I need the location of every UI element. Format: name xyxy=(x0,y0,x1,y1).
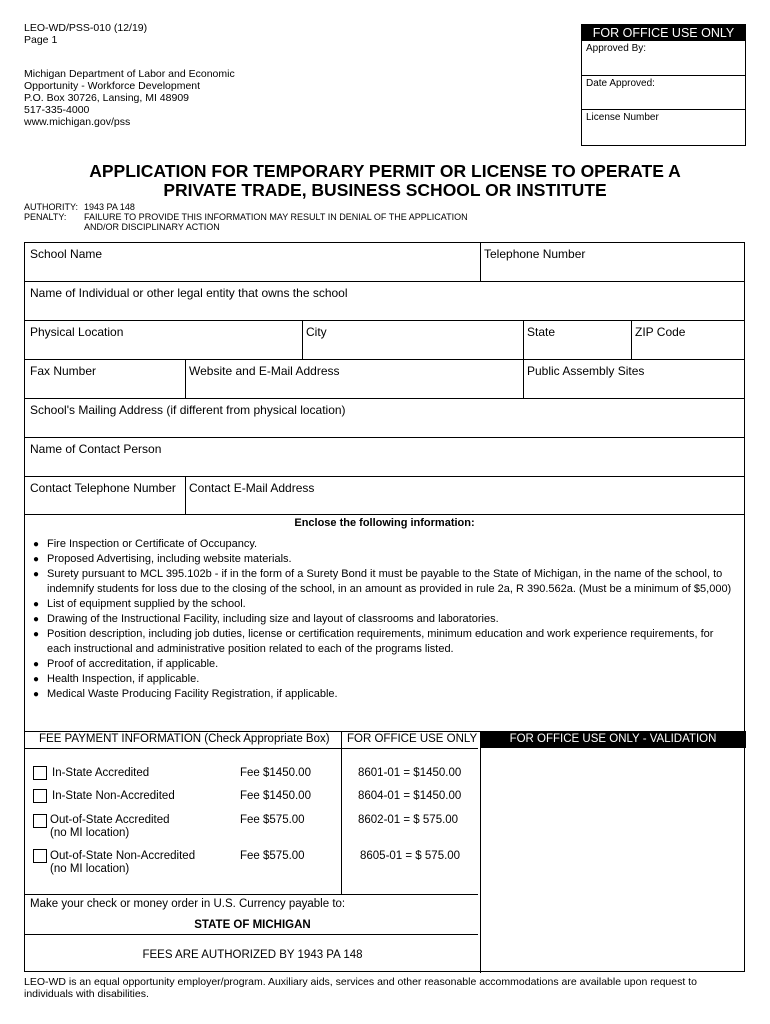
agency-address xyxy=(24,68,235,128)
office-use-title: FOR OFFICE USE ONLY xyxy=(582,25,745,41)
office-use-box xyxy=(581,24,746,146)
list-item: ● Position description, including job duties, license or certification requirements, minimum education and work experience requirements, for each instructional and administrative position related to each of the programs listed. xyxy=(33,627,733,657)
in-state-non-accredited-checkbox[interactable] xyxy=(33,789,47,803)
application-form xyxy=(24,242,745,972)
payee-name: STATE OF MICHIGAN xyxy=(194,919,311,931)
page-title xyxy=(24,162,746,200)
out-of-state-accredited-checkbox[interactable] xyxy=(33,814,47,828)
fee-code: 8605-01 = $ 575.00 xyxy=(360,850,461,862)
fee-option-sub: (no MI location) xyxy=(50,863,130,875)
agency-line: P.O. Box 30726, Lansing, MI 48909 xyxy=(24,92,190,104)
fees-authorized-text: FEES ARE AUTHORIZED BY 1943 PA 148 xyxy=(142,949,363,961)
zip-field[interactable]: ZIP Code xyxy=(635,325,686,339)
fee-code: 8601-01 = $1450.00 xyxy=(358,767,462,779)
approved-by-label: Approved By: xyxy=(586,43,647,54)
penalty-text: FAILURE TO PROVIDE THIS INFORMATION MAY RESULT IN DENIAL OF THE APPLICATION xyxy=(84,212,468,222)
fax-field[interactable]: Fax Number xyxy=(30,364,97,378)
authority-label: AUTHORITY: xyxy=(24,202,79,212)
out-of-state-non-accredited-checkbox[interactable] xyxy=(33,849,47,863)
approved-by-field[interactable] xyxy=(582,41,745,75)
in-state-accredited-checkbox[interactable] xyxy=(33,766,47,780)
fee-option-sub: (no MI location) xyxy=(50,827,130,839)
fee-amount: Fee $1450.00 xyxy=(240,767,311,779)
list-item: ● Surety pursuant to MCL 395.102b - if in the form of a Surety Bond it must be payable to the State of Michigan, in the name of the school, to indemnify students for loss due to the closing of the school, in an amount as provided in rule 2a, R 390.562a. (Must be a minimum of $5,000) xyxy=(33,567,733,597)
physical-location-field[interactable]: Physical Location xyxy=(30,325,124,339)
list-item: ● Fire Inspection or Certificate of Occupancy. xyxy=(33,537,733,552)
fee-amount: Fee $575.00 xyxy=(240,850,305,862)
agency-line: 517-335-4000 xyxy=(24,104,90,116)
license-number-label: License Number xyxy=(586,112,659,123)
contact-email-field[interactable]: Contact E-Mail Address xyxy=(189,481,315,495)
page-number: Page 1 xyxy=(24,34,58,46)
list-item: ● Medical Waste Producing Facility Registration, if applicable. xyxy=(33,687,733,702)
public-assembly-field[interactable]: Public Assembly Sites xyxy=(527,364,645,378)
fee-option-label: Out-of-State Accredited xyxy=(50,814,170,826)
owner-name-field[interactable]: Name of Individual or other legal entity that owns the school xyxy=(30,286,348,300)
city-field[interactable]: City xyxy=(306,325,327,339)
title-line: PRIVATE TRADE, BUSINESS SCHOOL OR INSTITUTE xyxy=(163,180,607,200)
fee-option-label: In-State Accredited xyxy=(52,767,150,779)
list-item: ● Proposed Advertising, including website materials. xyxy=(33,552,733,567)
school-name-field[interactable]: School Name xyxy=(30,247,103,261)
footer-notice: LEO-WD is an equal opportunity employer/program. Auxiliary aids, services and other reasonable accommodations are available upon request to individuals with disabilities. xyxy=(24,976,697,1000)
contact-person-field[interactable]: Name of Contact Person xyxy=(30,442,162,456)
penalty-label: PENALTY: xyxy=(24,212,67,222)
agency-line: Michigan Department of Labor and Economic xyxy=(24,68,235,80)
payable-instructions: Make your check or money order in U.S. Currency payable to: xyxy=(30,898,346,910)
fee-code: 8604-01 = $1450.00 xyxy=(358,790,462,802)
validation-header: FOR OFFICE USE ONLY - VALIDATION xyxy=(480,731,746,748)
penalty-text-cont: AND/OR DISCIPLINARY ACTION xyxy=(84,222,220,232)
license-number-field[interactable] xyxy=(582,109,745,145)
form-code: LEO-WD/PSS-010 (12/19) xyxy=(24,22,148,34)
list-item: ● Drawing of the Instructional Facility, including size and layout of classrooms and laboratories. xyxy=(33,612,733,627)
fee-code: 8602-01 = $ 575.00 xyxy=(358,814,459,826)
authority-value: 1943 PA 148 xyxy=(84,202,135,212)
website-email-field[interactable]: Website and E-Mail Address xyxy=(189,364,340,378)
contact-phone-field[interactable]: Contact Telephone Number xyxy=(30,481,176,495)
agency-line: www.michigan.gov/pss xyxy=(24,116,131,128)
fee-option-label: In-State Non-Accredited xyxy=(52,790,175,802)
date-approved-label: Date Approved: xyxy=(586,78,655,89)
list-item: ● List of equipment supplied by the school. xyxy=(33,597,733,612)
fee-payment-header: FEE PAYMENT INFORMATION (Check Appropriate Box) xyxy=(39,733,330,745)
enclose-list xyxy=(33,537,733,702)
telephone-field[interactable]: Telephone Number xyxy=(484,247,586,261)
office-use-header: FOR OFFICE USE ONLY xyxy=(347,733,478,745)
form-header xyxy=(24,22,147,46)
fee-option-label: Out-of-State Non-Accredited xyxy=(50,850,196,862)
fee-amount: Fee $575.00 xyxy=(240,814,305,826)
enclose-title: Enclose the following information: xyxy=(294,517,475,529)
list-item: ● Proof of accreditation, if applicable. xyxy=(33,657,733,672)
agency-line: Opportunity - Workforce Development xyxy=(24,80,201,92)
list-item: ● Health Inspection, if applicable. xyxy=(33,672,733,687)
fee-amount: Fee $1450.00 xyxy=(240,790,311,802)
date-approved-field[interactable] xyxy=(582,75,745,109)
state-field[interactable]: State xyxy=(527,325,556,339)
mailing-address-field[interactable]: School's Mailing Address (if different from physical location) xyxy=(30,403,346,417)
title-line: APPLICATION FOR TEMPORARY PERMIT OR LICENSE TO OPERATE A xyxy=(89,161,681,181)
authority-block xyxy=(24,202,468,232)
